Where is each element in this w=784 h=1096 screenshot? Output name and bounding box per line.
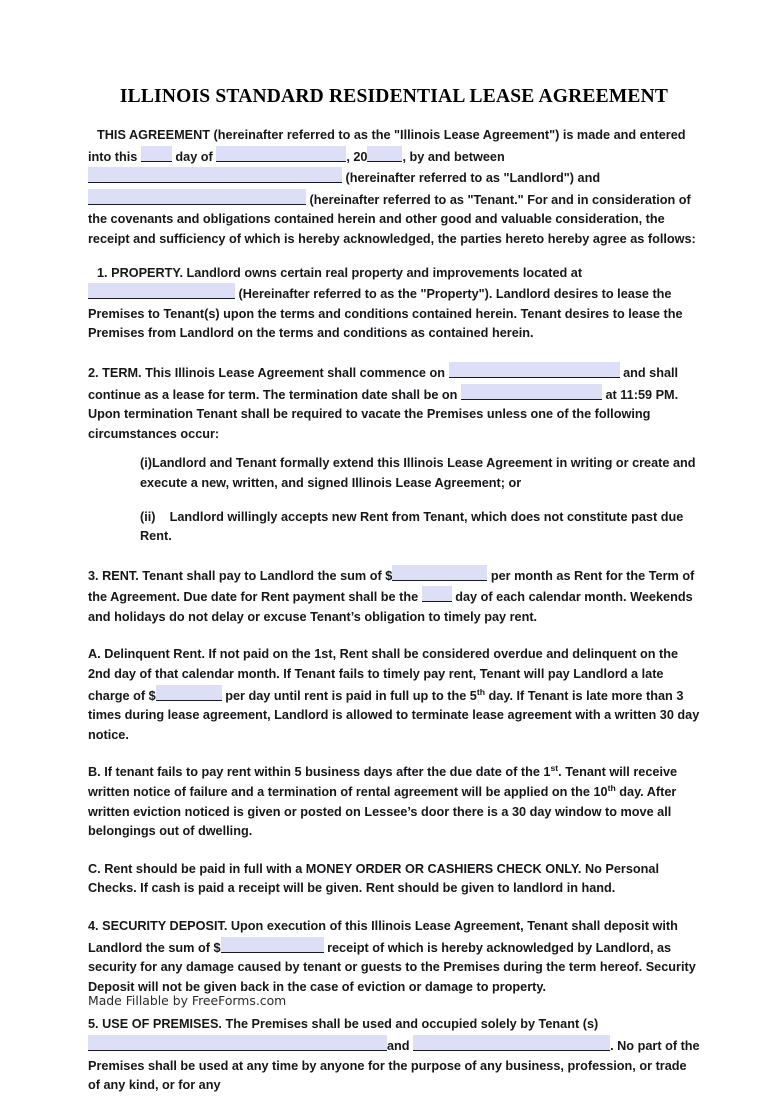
clause-i-marker: (i): [140, 456, 152, 471]
payment-text-1: C. Rent should be paid in full with a MONEY ORDER OR CASHIERS CHECK ONLY. No Personal Checks. If cash is paid a receipt will be given. Rent should be given to landlord in hand.: [88, 861, 659, 896]
rent-due-day-field[interactable]: [422, 586, 452, 602]
section-property: [88, 264, 700, 344]
page-title: ILLINOIS STANDARD RESIDENTIAL LEASE AGREEMENT: [119, 86, 669, 107]
clause-i-text: Landlord and Tenant formally extend this Illinois Lease Agreement in writing or create and execute a new, written, and signed Illinois Lease Agreement; or: [140, 456, 696, 490]
use-text-2: and: [387, 1038, 410, 1053]
rent-text-1: 3. RENT. Tenant shall pay to Landlord the sum of $: [88, 568, 393, 583]
delinquent-text-3: day. If Tenant is late more than 3 times during lease agreement, Landlord is allowed to terminate lease agreement with a written 30 day notice.: [88, 688, 700, 742]
intro-text-4: , by and between: [402, 149, 505, 164]
section-rent: [88, 565, 700, 628]
section-notice: [88, 763, 700, 841]
intro-text-3: , 20: [346, 149, 368, 164]
month-field[interactable]: [216, 146, 346, 162]
notice-text-2: . Tenant will receive written notice of failure and a termination of rental agreement will be applied on the 10: [88, 765, 678, 800]
tenant-name-field[interactable]: [88, 189, 306, 205]
year-field[interactable]: [367, 146, 402, 162]
section-use-of-premises: [88, 1015, 700, 1095]
term-clause-ii: [88, 508, 700, 547]
term-text-2: and shall continue as a lease for term. The termination date shall be on: [88, 365, 679, 402]
notice-ordinal-suffix-2: th: [607, 782, 616, 793]
section-delinquent-rent: [88, 645, 700, 745]
occupant-1-field[interactable]: [88, 1035, 230, 1051]
document-sheet: [88, 0, 700, 1096]
rent-text-2: per month as Rent for the Term of the Agreement. Due date for Rent payment shall be the: [88, 568, 695, 605]
occupant-2-field[interactable]: [230, 1035, 387, 1051]
delinquent-text-1: A. Delinquent Rent. If not paid on the 1st, Rent shall be considered overdue and delinquent on the 2nd day of that calendar month. If Tenant fails to timely pay rent, Tenant will pay Landlord a late charge of $: [88, 647, 679, 703]
clause-ii-marker: (ii): [140, 509, 156, 524]
intro-paragraph: [88, 126, 700, 250]
property-address-field[interactable]: [88, 283, 235, 299]
footer-attribution: Made Fillable by FreeForms.com: [88, 993, 287, 1008]
deposit-text-1: 4. SECURITY DEPOSIT. Upon execution of this Illinois Lease Agreement, Tenant shall deposit with Landlord the sum of $: [88, 919, 678, 955]
deposit-text-2: receipt of which is hereby acknowledged by Landlord, as security for any damage caused by tenant or guests to the Premises during the term hereof. Security Deposit will not be given back in the case of eviction or damage to property.: [88, 940, 696, 994]
property-text-2: (Hereinafter referred to as the "Property"). Landlord desires to lease the Premises to Tenant(s) upon the terms and conditions contained herein. Tenant desires to lease the Premises from Landlord on the terms and conditions as contained herein.: [88, 287, 683, 341]
term-text-1: 2. TERM. This Illinois Lease Agreement shall commence on: [88, 365, 445, 380]
term-text-3: at 11:59 PM. Upon termination Tenant shall be required to vacate the Premises unless one of the following circumstances occur:: [88, 387, 679, 441]
use-text-1: 5. USE OF PREMISES. The Premises shall be used and occupied solely by Tenant (s): [88, 1017, 599, 1032]
section-payment-method: [88, 860, 700, 899]
use-text-3: . No part of the Premises shall be used at any time by anyone for the purpose of any business, profession, or trade of any kind, or for any: [88, 1038, 700, 1093]
late-fee-field[interactable]: [156, 685, 222, 701]
intro-text-2: day of: [175, 149, 213, 164]
notice-text-1: B. If tenant fails to pay rent within 5 business days after the due date of the 1: [88, 765, 551, 780]
property-text-1: 1. PROPERTY. Landlord owns certain real property and improvements located at: [97, 265, 583, 280]
notice-ordinal-suffix-1: st: [550, 763, 559, 774]
clause-ii-text: Landlord willingly accepts new Rent from Tenant, which does not constitute past due Rent.: [140, 509, 684, 544]
intro-text-5: (hereinafter referred to as "Landlord") and: [345, 171, 601, 186]
section-security-deposit: [88, 917, 700, 997]
term-clause-i: [88, 454, 700, 493]
security-deposit-field[interactable]: [221, 937, 324, 953]
delinquent-ordinal-suffix: th: [476, 686, 486, 697]
commence-date-field[interactable]: [449, 362, 620, 378]
section-term: [88, 362, 700, 444]
landlord-name-field[interactable]: [88, 167, 342, 183]
intro-text-1: THIS AGREEMENT (hereinafter referred to as the "Illinois Lease Agreement") is made and entered into this: [88, 128, 686, 164]
notice-text-3: day. After written eviction noticed is given or posted on Lessee’s door there is a 30 day window to move all belongings out of dwelling.: [88, 785, 677, 839]
day-field[interactable]: [141, 146, 172, 162]
intro-text-6: (hereinafter referred to as "Tenant." For and in consideration of the covenants and obligations contained herein and other good and valuable consideration, the receipt and sufficiency of which is hereby acknowledged, the parties hereto hereby agree as follows:: [88, 192, 696, 246]
termination-date-field[interactable]: [461, 384, 602, 400]
rent-amount-field[interactable]: [392, 565, 487, 581]
occupant-3-field[interactable]: [413, 1035, 610, 1051]
delinquent-text-2: per day until rent is paid in full up to the 5: [225, 688, 477, 703]
rent-text-3: day of each calendar month. Weekends and holidays do not delay or excuse Tenant’s obligation to timely pay rent.: [88, 590, 693, 624]
